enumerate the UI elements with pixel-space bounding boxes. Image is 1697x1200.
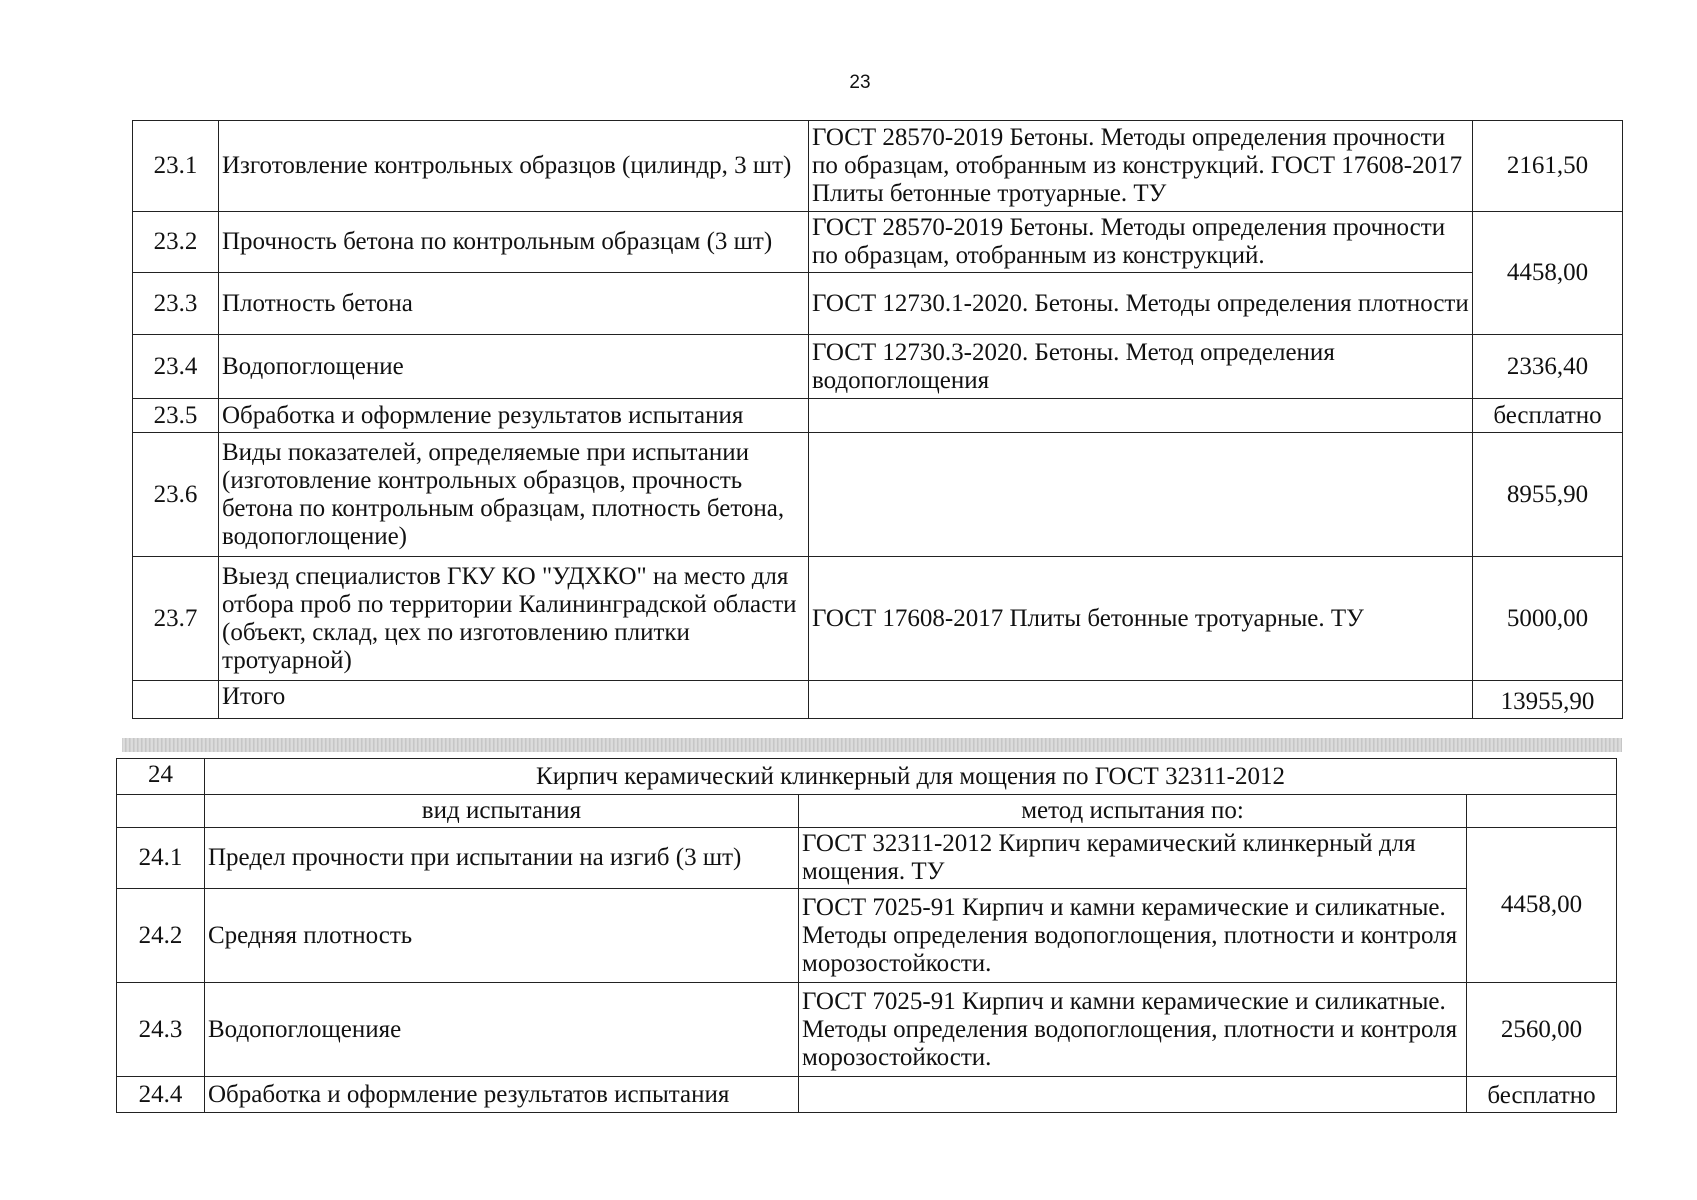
item-number: 23.3 xyxy=(133,273,219,335)
item-method: ГОСТ 12730.3-2020. Бетоны. Метод определения водопоглощения xyxy=(809,335,1473,399)
item-name: Прочность бетона по контрольным образцам (3 шт) xyxy=(219,212,809,273)
item-method: ГОСТ 32311-2012 Кирпич керамический клинкерный для мощения. ТУ xyxy=(799,828,1467,889)
item-number: 23.1 xyxy=(133,121,219,212)
item-method: ГОСТ 17608-2017 Плиты бетонные тротуарные. ТУ xyxy=(809,557,1473,681)
item-price: 2336,40 xyxy=(1473,335,1623,399)
item-name: Выезд специалистов ГКУ КО "УДХКО" на место для отбора проб по территории Калининградской области (объект, склад, цех по изготовлению плитки тротуарной) xyxy=(219,557,809,681)
total-value: 13955,90 xyxy=(1473,681,1623,719)
item-price: бесплатно xyxy=(1467,1077,1617,1113)
item-number: 23.6 xyxy=(133,433,219,557)
table-row xyxy=(117,828,1617,889)
table-row xyxy=(133,212,1623,273)
column-header-test: вид испытания xyxy=(205,795,799,828)
item-method xyxy=(809,399,1473,433)
item-method: ГОСТ 12730.1-2020. Бетоны. Методы определения плотности xyxy=(809,273,1473,335)
item-price: 2560,00 xyxy=(1467,983,1617,1077)
item-method xyxy=(809,433,1473,557)
table-row xyxy=(133,335,1623,399)
item-number: 23.7 xyxy=(133,557,219,681)
table-row xyxy=(133,273,1623,335)
item-method xyxy=(799,1077,1467,1113)
table-row xyxy=(133,399,1623,433)
table-row xyxy=(133,557,1623,681)
item-name: Водопоглощенияе xyxy=(205,983,799,1077)
item-number: 24.1 xyxy=(117,828,205,889)
column-header-row xyxy=(117,795,1617,828)
item-name: Обработка и оформление результатов испытания xyxy=(205,1077,799,1113)
item-method: ГОСТ 7025-91 Кирпич и камни керамические и силикатные. Методы определения водопоглощения, плотности и контроля морозостойкости. xyxy=(799,983,1467,1077)
item-price: 5000,00 xyxy=(1473,557,1623,681)
section-number: 24 xyxy=(117,759,205,795)
item-name: Предел прочности при испытании на изгиб (3 шт) xyxy=(205,828,799,889)
total-label: Итого xyxy=(219,681,809,719)
item-number: 24.3 xyxy=(117,983,205,1077)
section-title: Кирпич керамический клинкерный для мощения по ГОСТ 32311-2012 xyxy=(205,759,1617,795)
table-row xyxy=(117,889,1617,983)
item-price: 2161,50 xyxy=(1473,121,1623,212)
item-name: Виды показателей, определяемые при испытании (изготовление контрольных образцов, прочность бетона по контрольным образцам, плотность бетона, водопоглощение) xyxy=(219,433,809,557)
item-price: 4458,00 xyxy=(1467,828,1617,983)
table-row xyxy=(133,121,1623,212)
item-name: Обработка и оформление результатов испытания xyxy=(219,399,809,433)
item-number: 23.4 xyxy=(133,335,219,399)
price-table-24 xyxy=(116,758,1617,1113)
scan-band xyxy=(122,738,1622,752)
table-row xyxy=(117,1077,1617,1113)
item-number: 23.5 xyxy=(133,399,219,433)
item-name: Изготовление контрольных образцов (цилиндр, 3 шт) xyxy=(219,121,809,212)
item-number: 23.2 xyxy=(133,212,219,273)
item-number: 24.2 xyxy=(117,889,205,983)
item-name: Водопоглощение xyxy=(219,335,809,399)
item-number: 24.4 xyxy=(117,1077,205,1113)
price-table-23 xyxy=(132,120,1623,719)
table-row xyxy=(133,433,1623,557)
total-row xyxy=(133,681,1623,719)
item-method: ГОСТ 28570-2019 Бетоны. Методы определения прочности по образцам, отобранным из конструкций. xyxy=(809,212,1473,273)
item-price: 4458,00 xyxy=(1473,212,1623,335)
item-price: бесплатно xyxy=(1473,399,1623,433)
item-method: ГОСТ 7025-91 Кирпич и камни керамические и силикатные. Методы определения водопоглощения, плотности и контроля морозостойкости. xyxy=(799,889,1467,983)
item-name: Плотность бетона xyxy=(219,273,809,335)
column-header-method: метод испытания по: xyxy=(799,795,1467,828)
item-method: ГОСТ 28570-2019 Бетоны. Методы определения прочности по образцам, отобранным из конструкций. ГОСТ 17608-2017 Плиты бетонные тротуарные. ТУ xyxy=(809,121,1473,212)
page-number: 23 xyxy=(849,72,871,93)
table-row xyxy=(117,983,1617,1077)
item-name: Средняя плотность xyxy=(205,889,799,983)
item-price: 8955,90 xyxy=(1473,433,1623,557)
section-header-row xyxy=(117,759,1617,795)
